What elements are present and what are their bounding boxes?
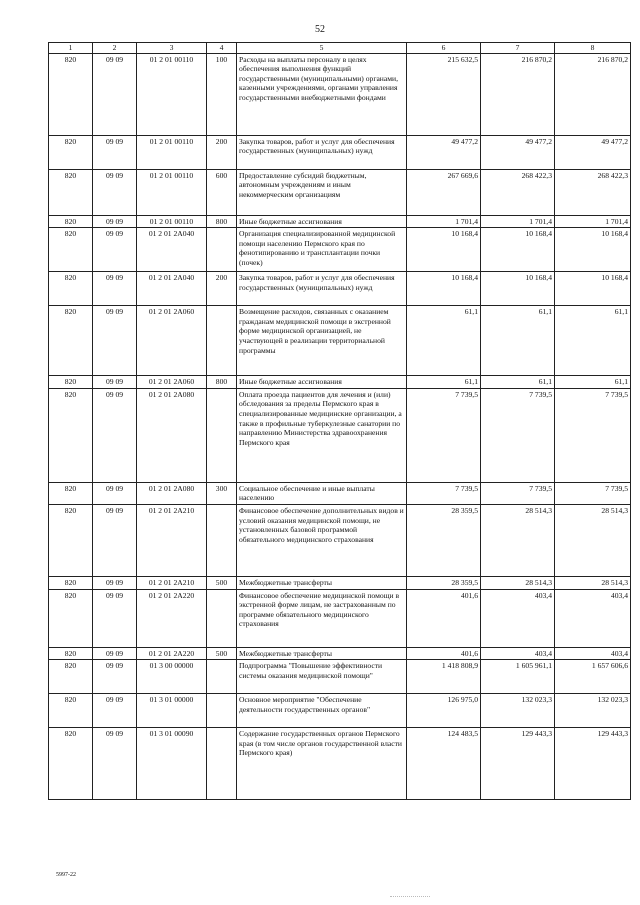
amount-2025-cell: 28 514,3 <box>555 576 631 589</box>
expense-type-cell <box>207 306 237 376</box>
admin-code-cell: 820 <box>49 53 93 135</box>
admin-code-cell: 820 <box>49 135 93 169</box>
column-header: 5 <box>237 43 407 54</box>
target-item-cell: 01 2 01 2A210 <box>137 576 207 589</box>
admin-code-cell: 820 <box>49 272 93 306</box>
section-code-cell: 09 09 <box>93 388 137 482</box>
amount-2024-cell: 132 023,3 <box>481 694 555 728</box>
amount-2024-cell: 61,1 <box>481 376 555 389</box>
expense-type-cell: 600 <box>207 169 237 215</box>
description-cell: Закупка товаров, работ и услуг для обеспечения государственных (муниципальных) нужд <box>237 272 407 306</box>
table-header-row <box>49 43 631 54</box>
scan-artifact <box>390 896 430 897</box>
expense-type-cell: 800 <box>207 376 237 389</box>
admin-code-cell: 820 <box>49 388 93 482</box>
amount-2023-cell: 215 632,5 <box>407 53 481 135</box>
amount-2023-cell: 126 975,0 <box>407 694 481 728</box>
amount-2024-cell: 7 739,5 <box>481 482 555 504</box>
amount-2023-cell: 7 739,5 <box>407 482 481 504</box>
amount-2025-cell: 7 739,5 <box>555 388 631 482</box>
amount-2023-cell: 61,1 <box>407 306 481 376</box>
section-code-cell: 09 09 <box>93 728 137 800</box>
amount-2025-cell: 1 701,4 <box>555 215 631 228</box>
expense-type-cell <box>207 388 237 482</box>
table-row <box>49 376 631 389</box>
amount-2024-cell: 61,1 <box>481 306 555 376</box>
description-cell: Межбюджетные трансферты <box>237 576 407 589</box>
document-code: 5997-22 <box>56 872 76 878</box>
target-item-cell: 01 2 01 00110 <box>137 135 207 169</box>
table-row <box>49 228 631 272</box>
amount-2025-cell: 216 870,2 <box>555 53 631 135</box>
table-row <box>49 694 631 728</box>
expense-type-cell <box>207 694 237 728</box>
expense-type-cell: 500 <box>207 647 237 660</box>
section-code-cell: 09 09 <box>93 53 137 135</box>
description-cell: Межбюджетные трансферты <box>237 647 407 660</box>
expense-type-cell: 300 <box>207 482 237 504</box>
section-code-cell: 09 09 <box>93 228 137 272</box>
column-header: 8 <box>555 43 631 54</box>
admin-code-cell: 820 <box>49 306 93 376</box>
admin-code-cell: 820 <box>49 647 93 660</box>
table-row <box>49 272 631 306</box>
column-header: 1 <box>49 43 93 54</box>
amount-2025-cell: 49 477,2 <box>555 135 631 169</box>
description-cell: Подпрограмма "Повышение эффективности системы оказания медицинской помощи" <box>237 660 407 694</box>
section-code-cell: 09 09 <box>93 576 137 589</box>
expense-type-cell <box>207 589 237 647</box>
admin-code-cell: 820 <box>49 215 93 228</box>
description-cell: Оплата проезда пациентов для лечения и (или) обследования за пределы Пермского края в специализированные медицинские организации, а также в профильные туберкулезные санатории по направлению Министерства здравоохранения Пермского края <box>237 388 407 482</box>
amount-2025-cell: 132 023,3 <box>555 694 631 728</box>
description-cell: Возмещение расходов, связанных с оказанием гражданам медицинской помощи в экстренной форме медицинской организацией, не участвующей в реализации территориальной программы <box>237 306 407 376</box>
amount-2023-cell: 7 739,5 <box>407 388 481 482</box>
target-item-cell: 01 2 01 2A060 <box>137 376 207 389</box>
target-item-cell: 01 2 01 00110 <box>137 53 207 135</box>
amount-2024-cell: 1 605 961,1 <box>481 660 555 694</box>
table-row <box>49 576 631 589</box>
admin-code-cell: 820 <box>49 228 93 272</box>
table-row <box>49 53 631 135</box>
section-code-cell: 09 09 <box>93 589 137 647</box>
description-cell: Финансовое обеспечение медицинской помощи в экстренной форме лицам, не застрахованным по программе обязательного медицинского страхования <box>237 589 407 647</box>
table-row <box>49 135 631 169</box>
amount-2023-cell: 124 483,5 <box>407 728 481 800</box>
description-cell: Основное мероприятие "Обеспечение деятельности государственных органов" <box>237 694 407 728</box>
column-header: 6 <box>407 43 481 54</box>
amount-2025-cell: 268 422,3 <box>555 169 631 215</box>
table-row <box>49 306 631 376</box>
page-number: 52 <box>315 24 325 35</box>
description-cell: Иные бюджетные ассигнования <box>237 215 407 228</box>
expense-type-cell: 200 <box>207 272 237 306</box>
amount-2023-cell: 61,1 <box>407 376 481 389</box>
expense-type-cell: 200 <box>207 135 237 169</box>
target-item-cell: 01 3 01 00090 <box>137 728 207 800</box>
description-cell: Организация специализированной медицинской помощи населению Пермского края по фенотипированию и трансплантации почки (почек) <box>237 228 407 272</box>
description-cell: Предоставление субсидий бюджетным, автономным учреждениям и иным некоммерческим организациям <box>237 169 407 215</box>
admin-code-cell: 820 <box>49 169 93 215</box>
expense-type-cell <box>207 504 237 576</box>
section-code-cell: 09 09 <box>93 306 137 376</box>
section-code-cell: 09 09 <box>93 647 137 660</box>
amount-2024-cell: 28 514,3 <box>481 576 555 589</box>
amount-2023-cell: 10 168,4 <box>407 228 481 272</box>
column-header: 7 <box>481 43 555 54</box>
table-row <box>49 388 631 482</box>
target-item-cell: 01 2 01 2A080 <box>137 482 207 504</box>
section-code-cell: 09 09 <box>93 694 137 728</box>
amount-2025-cell: 129 443,3 <box>555 728 631 800</box>
section-code-cell: 09 09 <box>93 482 137 504</box>
budget-table <box>48 42 631 800</box>
description-cell: Закупка товаров, работ и услуг для обеспечения государственных (муниципальных) нужд <box>237 135 407 169</box>
expense-type-cell <box>207 660 237 694</box>
table-row <box>49 589 631 647</box>
amount-2025-cell: 1 657 606,6 <box>555 660 631 694</box>
section-code-cell: 09 09 <box>93 660 137 694</box>
section-code-cell: 09 09 <box>93 504 137 576</box>
amount-2023-cell: 28 359,5 <box>407 504 481 576</box>
amount-2025-cell: 403,4 <box>555 647 631 660</box>
target-item-cell: 01 2 01 2A040 <box>137 228 207 272</box>
target-item-cell: 01 2 01 00110 <box>137 169 207 215</box>
target-item-cell: 01 2 01 2A220 <box>137 589 207 647</box>
amount-2024-cell: 216 870,2 <box>481 53 555 135</box>
target-item-cell: 01 2 01 2A210 <box>137 504 207 576</box>
admin-code-cell: 820 <box>49 482 93 504</box>
table-row <box>49 647 631 660</box>
target-item-cell: 01 2 01 00110 <box>137 215 207 228</box>
amount-2024-cell: 28 514,3 <box>481 504 555 576</box>
admin-code-cell: 820 <box>49 589 93 647</box>
amount-2025-cell: 10 168,4 <box>555 272 631 306</box>
amount-2023-cell: 267 669,6 <box>407 169 481 215</box>
amount-2024-cell: 403,4 <box>481 647 555 660</box>
amount-2024-cell: 268 422,3 <box>481 169 555 215</box>
column-header: 3 <box>137 43 207 54</box>
description-cell: Финансовое обеспечение дополнительных видов и условий оказания медицинской помощи, не установленных базовой программой обязательного медицинского страхования <box>237 504 407 576</box>
target-item-cell: 01 2 01 2A220 <box>137 647 207 660</box>
amount-2023-cell: 10 168,4 <box>407 272 481 306</box>
amount-2025-cell: 7 739,5 <box>555 482 631 504</box>
amount-2024-cell: 403,4 <box>481 589 555 647</box>
amount-2024-cell: 1 701,4 <box>481 215 555 228</box>
expense-type-cell: 800 <box>207 215 237 228</box>
amount-2025-cell: 61,1 <box>555 306 631 376</box>
amount-2024-cell: 129 443,3 <box>481 728 555 800</box>
table-row <box>49 660 631 694</box>
expense-type-cell: 500 <box>207 576 237 589</box>
amount-2023-cell: 28 359,5 <box>407 576 481 589</box>
amount-2023-cell: 1 701,4 <box>407 215 481 228</box>
table-row <box>49 169 631 215</box>
admin-code-cell: 820 <box>49 576 93 589</box>
column-header: 2 <box>93 43 137 54</box>
admin-code-cell: 820 <box>49 694 93 728</box>
section-code-cell: 09 09 <box>93 215 137 228</box>
section-code-cell: 09 09 <box>93 272 137 306</box>
target-item-cell: 01 3 00 00000 <box>137 660 207 694</box>
amount-2023-cell: 49 477,2 <box>407 135 481 169</box>
admin-code-cell: 820 <box>49 728 93 800</box>
expense-type-cell <box>207 728 237 800</box>
target-item-cell: 01 2 01 2A040 <box>137 272 207 306</box>
section-code-cell: 09 09 <box>93 376 137 389</box>
admin-code-cell: 820 <box>49 504 93 576</box>
amount-2025-cell: 28 514,3 <box>555 504 631 576</box>
admin-code-cell: 820 <box>49 376 93 389</box>
amount-2023-cell: 1 418 808,9 <box>407 660 481 694</box>
target-item-cell: 01 2 01 2A080 <box>137 388 207 482</box>
admin-code-cell: 820 <box>49 660 93 694</box>
amount-2024-cell: 49 477,2 <box>481 135 555 169</box>
table-row <box>49 728 631 800</box>
table-row <box>49 504 631 576</box>
amount-2023-cell: 401,6 <box>407 589 481 647</box>
description-cell: Содержание государственных органов Пермского края (в том числе органов государственной власти Пермского края) <box>237 728 407 800</box>
expense-type-cell: 100 <box>207 53 237 135</box>
amount-2024-cell: 7 739,5 <box>481 388 555 482</box>
amount-2025-cell: 61,1 <box>555 376 631 389</box>
target-item-cell: 01 2 01 2A060 <box>137 306 207 376</box>
table-row <box>49 215 631 228</box>
section-code-cell: 09 09 <box>93 169 137 215</box>
amount-2025-cell: 403,4 <box>555 589 631 647</box>
expense-type-cell <box>207 228 237 272</box>
amount-2024-cell: 10 168,4 <box>481 228 555 272</box>
section-code-cell: 09 09 <box>93 135 137 169</box>
column-header: 4 <box>207 43 237 54</box>
table-row <box>49 482 631 504</box>
description-cell: Расходы на выплаты персоналу в целях обеспечения выполнения функций государственными (муниципальными) органами, казенными учреждениями, органами управления государственными внебюджетными фондами <box>237 53 407 135</box>
target-item-cell: 01 3 01 00000 <box>137 694 207 728</box>
amount-2024-cell: 10 168,4 <box>481 272 555 306</box>
description-cell: Социальное обеспечение и иные выплаты населению <box>237 482 407 504</box>
amount-2025-cell: 10 168,4 <box>555 228 631 272</box>
amount-2023-cell: 401,6 <box>407 647 481 660</box>
table-body <box>49 53 631 800</box>
description-cell: Иные бюджетные ассигнования <box>237 376 407 389</box>
